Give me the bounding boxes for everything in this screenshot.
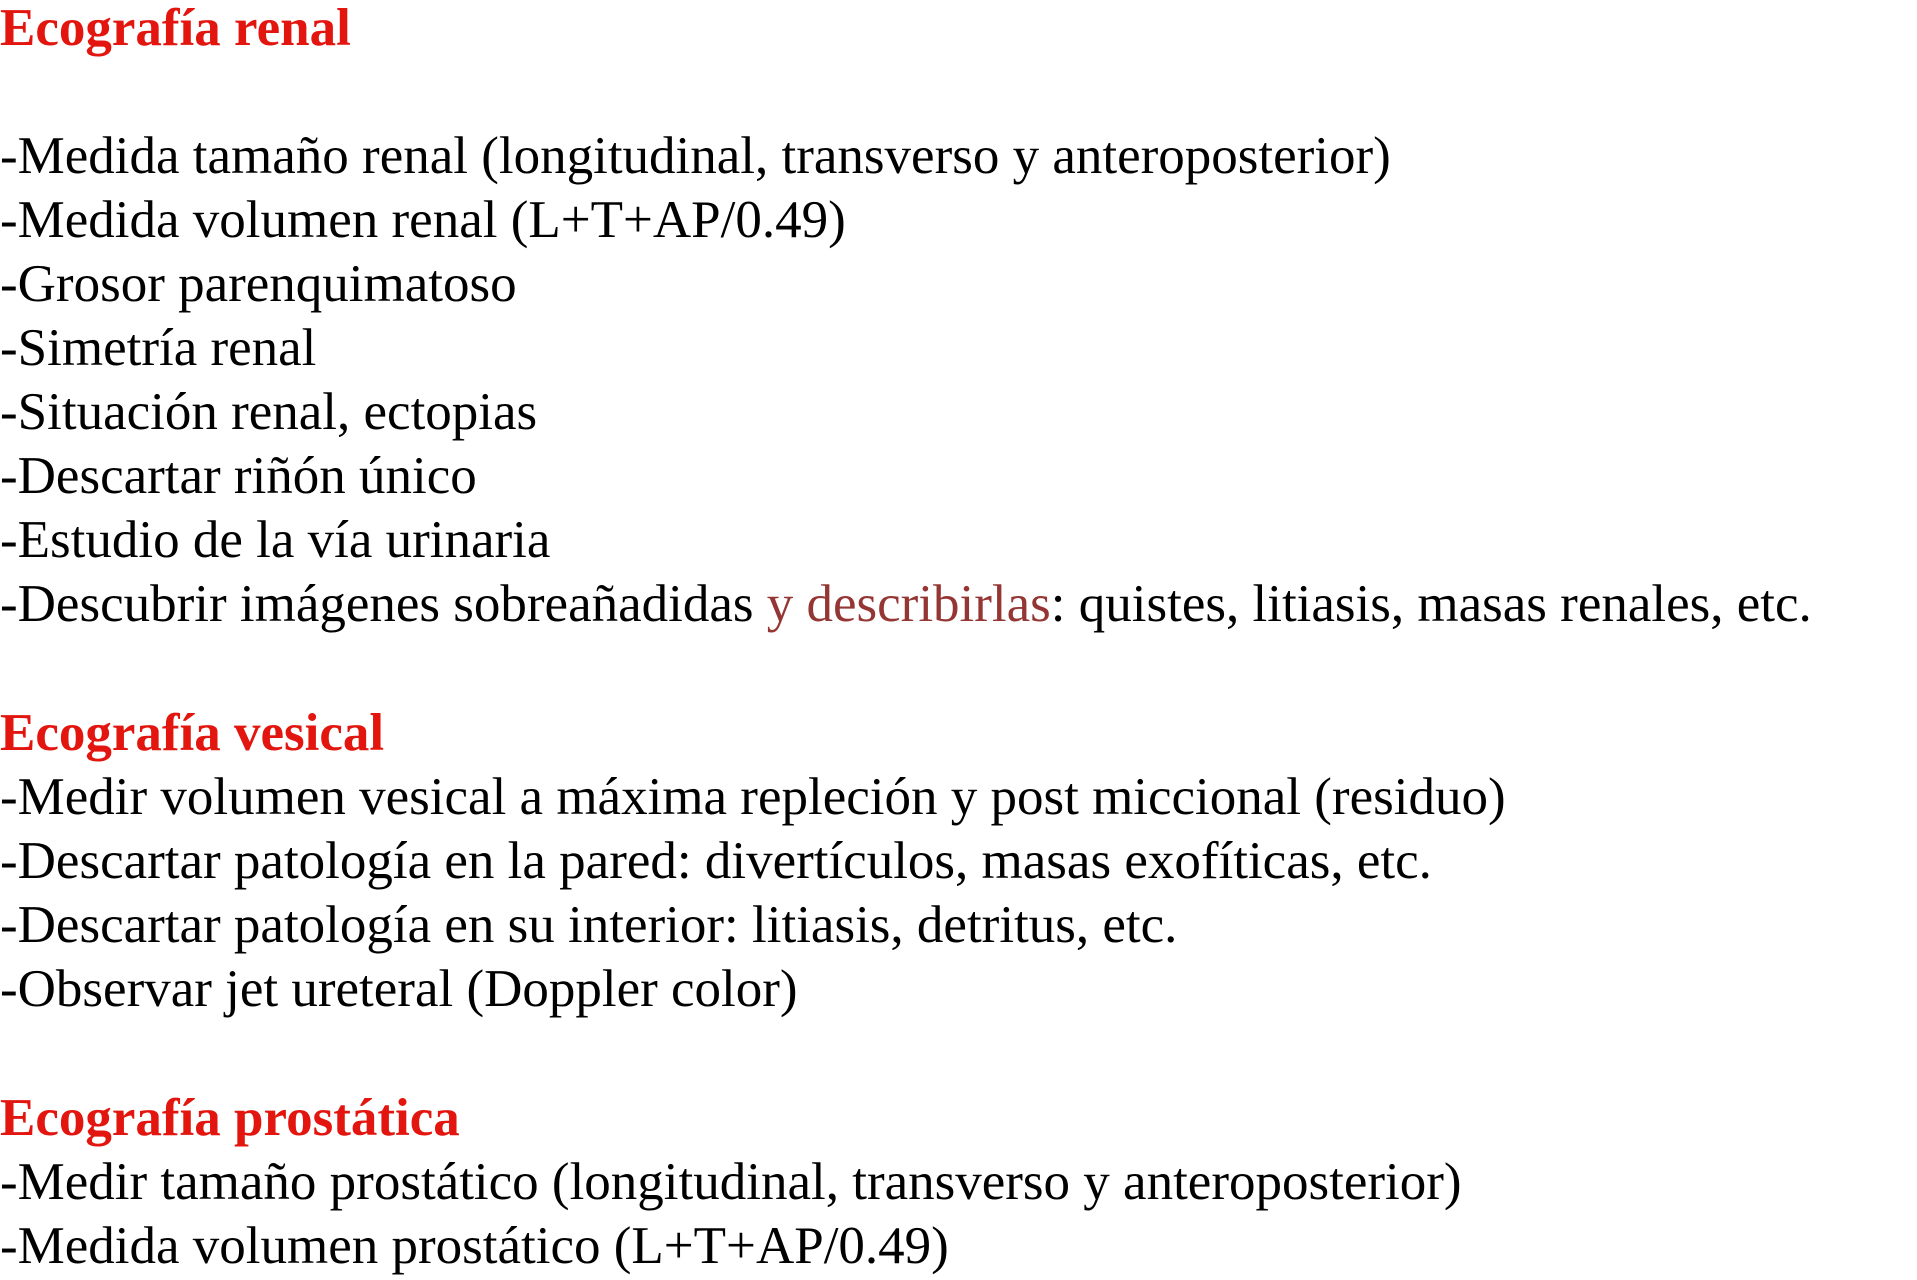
section-heading-vesical: Ecografía vesical	[0, 704, 385, 762]
section-heading-renal: Ecografía renal	[0, 0, 351, 57]
list-item: -Descartar patología en la pared: divertículos, masas exofíticas, etc.	[0, 832, 1432, 890]
list-item: -Medir tamaño prostático (longitudinal, transverso y anteroposterior)	[0, 1153, 1462, 1211]
mixed-item-accent: y describirlas	[766, 575, 1051, 633]
section-heading-prostatica: Ecografía prostática	[0, 1089, 460, 1147]
list-item: -Situación renal, ectopias	[0, 383, 538, 441]
list-item: -Descartar riñón único	[0, 447, 477, 505]
list-item: -Medida tamaño renal (longitudinal, transverso y anteroposterior)	[0, 127, 1391, 185]
list-item: -Medida volumen prostático (L+T+AP/0.49)	[0, 1217, 949, 1275]
list-item: -Medir volumen vesical a máxima repleción y post miccional (residuo)	[0, 768, 1506, 826]
mixed-item-before: -Descubrir imágenes sobreañadidas	[0, 575, 767, 633]
list-item: -Grosor parenquimatoso	[0, 255, 517, 313]
mixed-item-after: : quistes, litiasis, masas renales, etc.	[1050, 575, 1812, 633]
list-item-mixed	[0, 572, 1812, 636]
list-item: -Descartar patología en su interior: litiasis, detritus, etc.	[0, 896, 1178, 954]
list-item: -Simetría renal	[0, 319, 317, 377]
list-item: -Estudio de la vía urinaria	[0, 511, 551, 569]
list-item: -Medida volumen renal (L+T+AP/0.49)	[0, 191, 846, 249]
list-item: -Observar jet ureteral (Doppler color)	[0, 960, 798, 1018]
